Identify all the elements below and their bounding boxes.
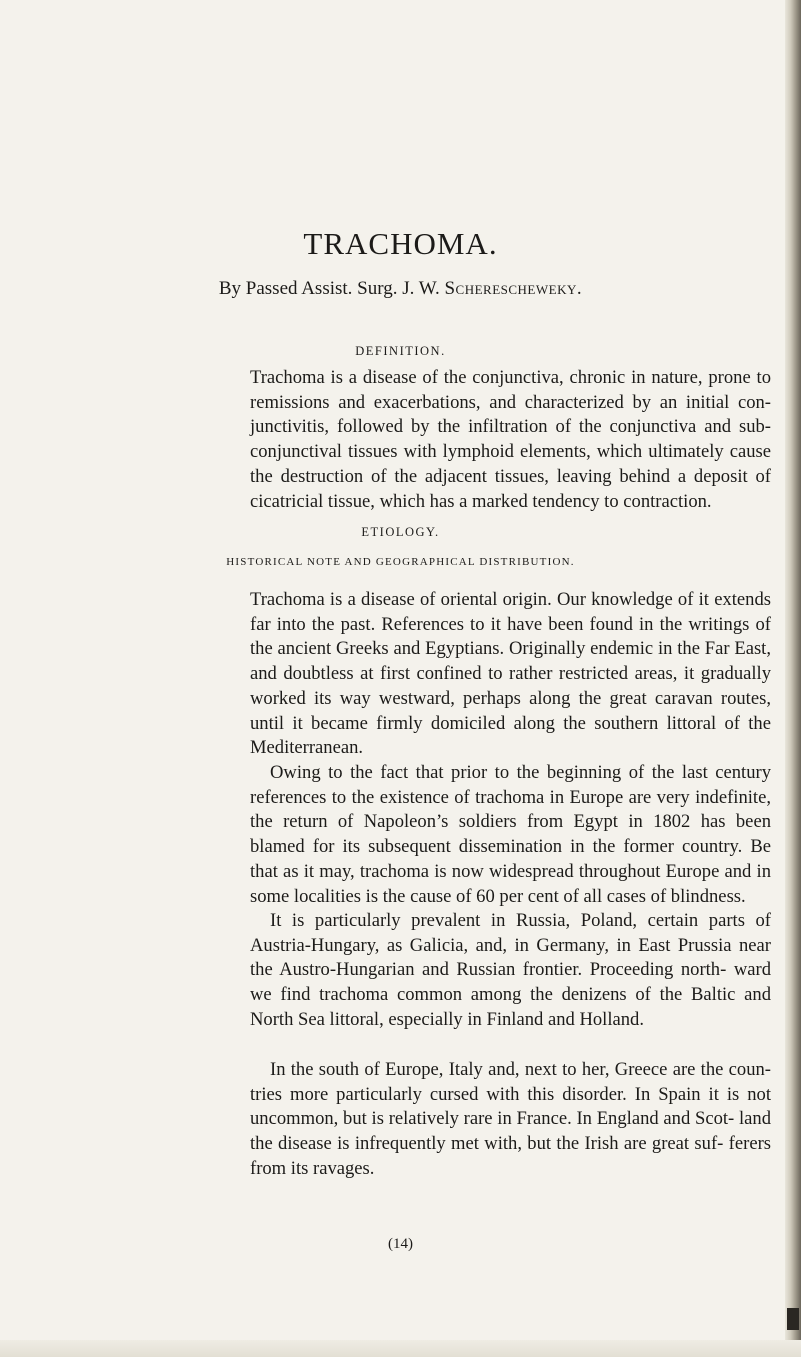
document-title: TRACHOMA. — [303, 226, 498, 261]
definition-paragraph: Trachoma is a disease of the conjunctiva, chronic in nature, prone to remissions and exacerbations, and characterized by an initial con- junctivitis, followed by the infiltration of the conjunctiva and sub- conjunctival tissues with lymphoid elements, which ultimately cause the destruction of the adjacent tissues, leaving behind a deposit of cicatricial tissue, which has a marked tendency to contraction. — [250, 367, 771, 512]
page-edge-shadow — [785, 0, 801, 1357]
origin-paragraph: Trachoma is a disease of oriental origin. Our knowledge of it extends far into the past. References to it have been found in the writings of the ancient Greeks and Egyptians. Originally endemic in the Far East, and doubtless at first confined to rather restricted areas, it gradually worked its way westward, perhaps along the great caravan routes, until it became firmly domiciled along the southern littoral of the Mediterranean. — [250, 589, 771, 759]
historical-subheading: HISTORICAL NOTE AND GEOGRAPHICAL DISTRIBUTION. — [226, 556, 575, 568]
south-paragraph: In the south of Europe, Italy and, next to her, Greece are the coun- tries more particularly cursed with this disorder. In Spain it is not uncommon, but is relatively rare in France. In England and Scot- land the disease is infrequently met with, but the Irish are great suf- ferers from its ravages. — [250, 1059, 771, 1179]
binding-mark — [787, 1308, 799, 1330]
definition-heading: DEFINITION. — [355, 344, 446, 358]
europe-paragraph: Owing to the fact that prior to the beginning of the last century references to the existence of trachoma in Europe are very indefinite, the return of Napoleon’s soldiers from Egypt in 1802 has been blamed for its subsequent dissemination in the former country. Be that as it may, trachoma is now widespread throughout Europe and in some localities is the cause of 60 per cent of all cases of blindness. — [250, 762, 771, 907]
author-name: Scherescheweky. — [444, 278, 583, 299]
byline-prefix: By Passed Assist. Surg. J. W. — [218, 278, 440, 299]
page-number: (14) — [388, 1236, 413, 1252]
page-bottom-shadow — [0, 1340, 801, 1357]
etiology-heading: ETIOLOGY. — [361, 525, 440, 539]
byline — [0, 278, 801, 300]
prevalence-paragraph: It is particularly prevalent in Russia, Poland, certain parts of Austria-Hungary, as Galicia, and, in Germany, in East Prussia near the Austro-Hungarian and Russian frontier. Proceeding north- ward we find trachoma common among the denizens of the Baltic and North Sea littoral, especially in Finland and Holland. — [250, 910, 771, 1030]
